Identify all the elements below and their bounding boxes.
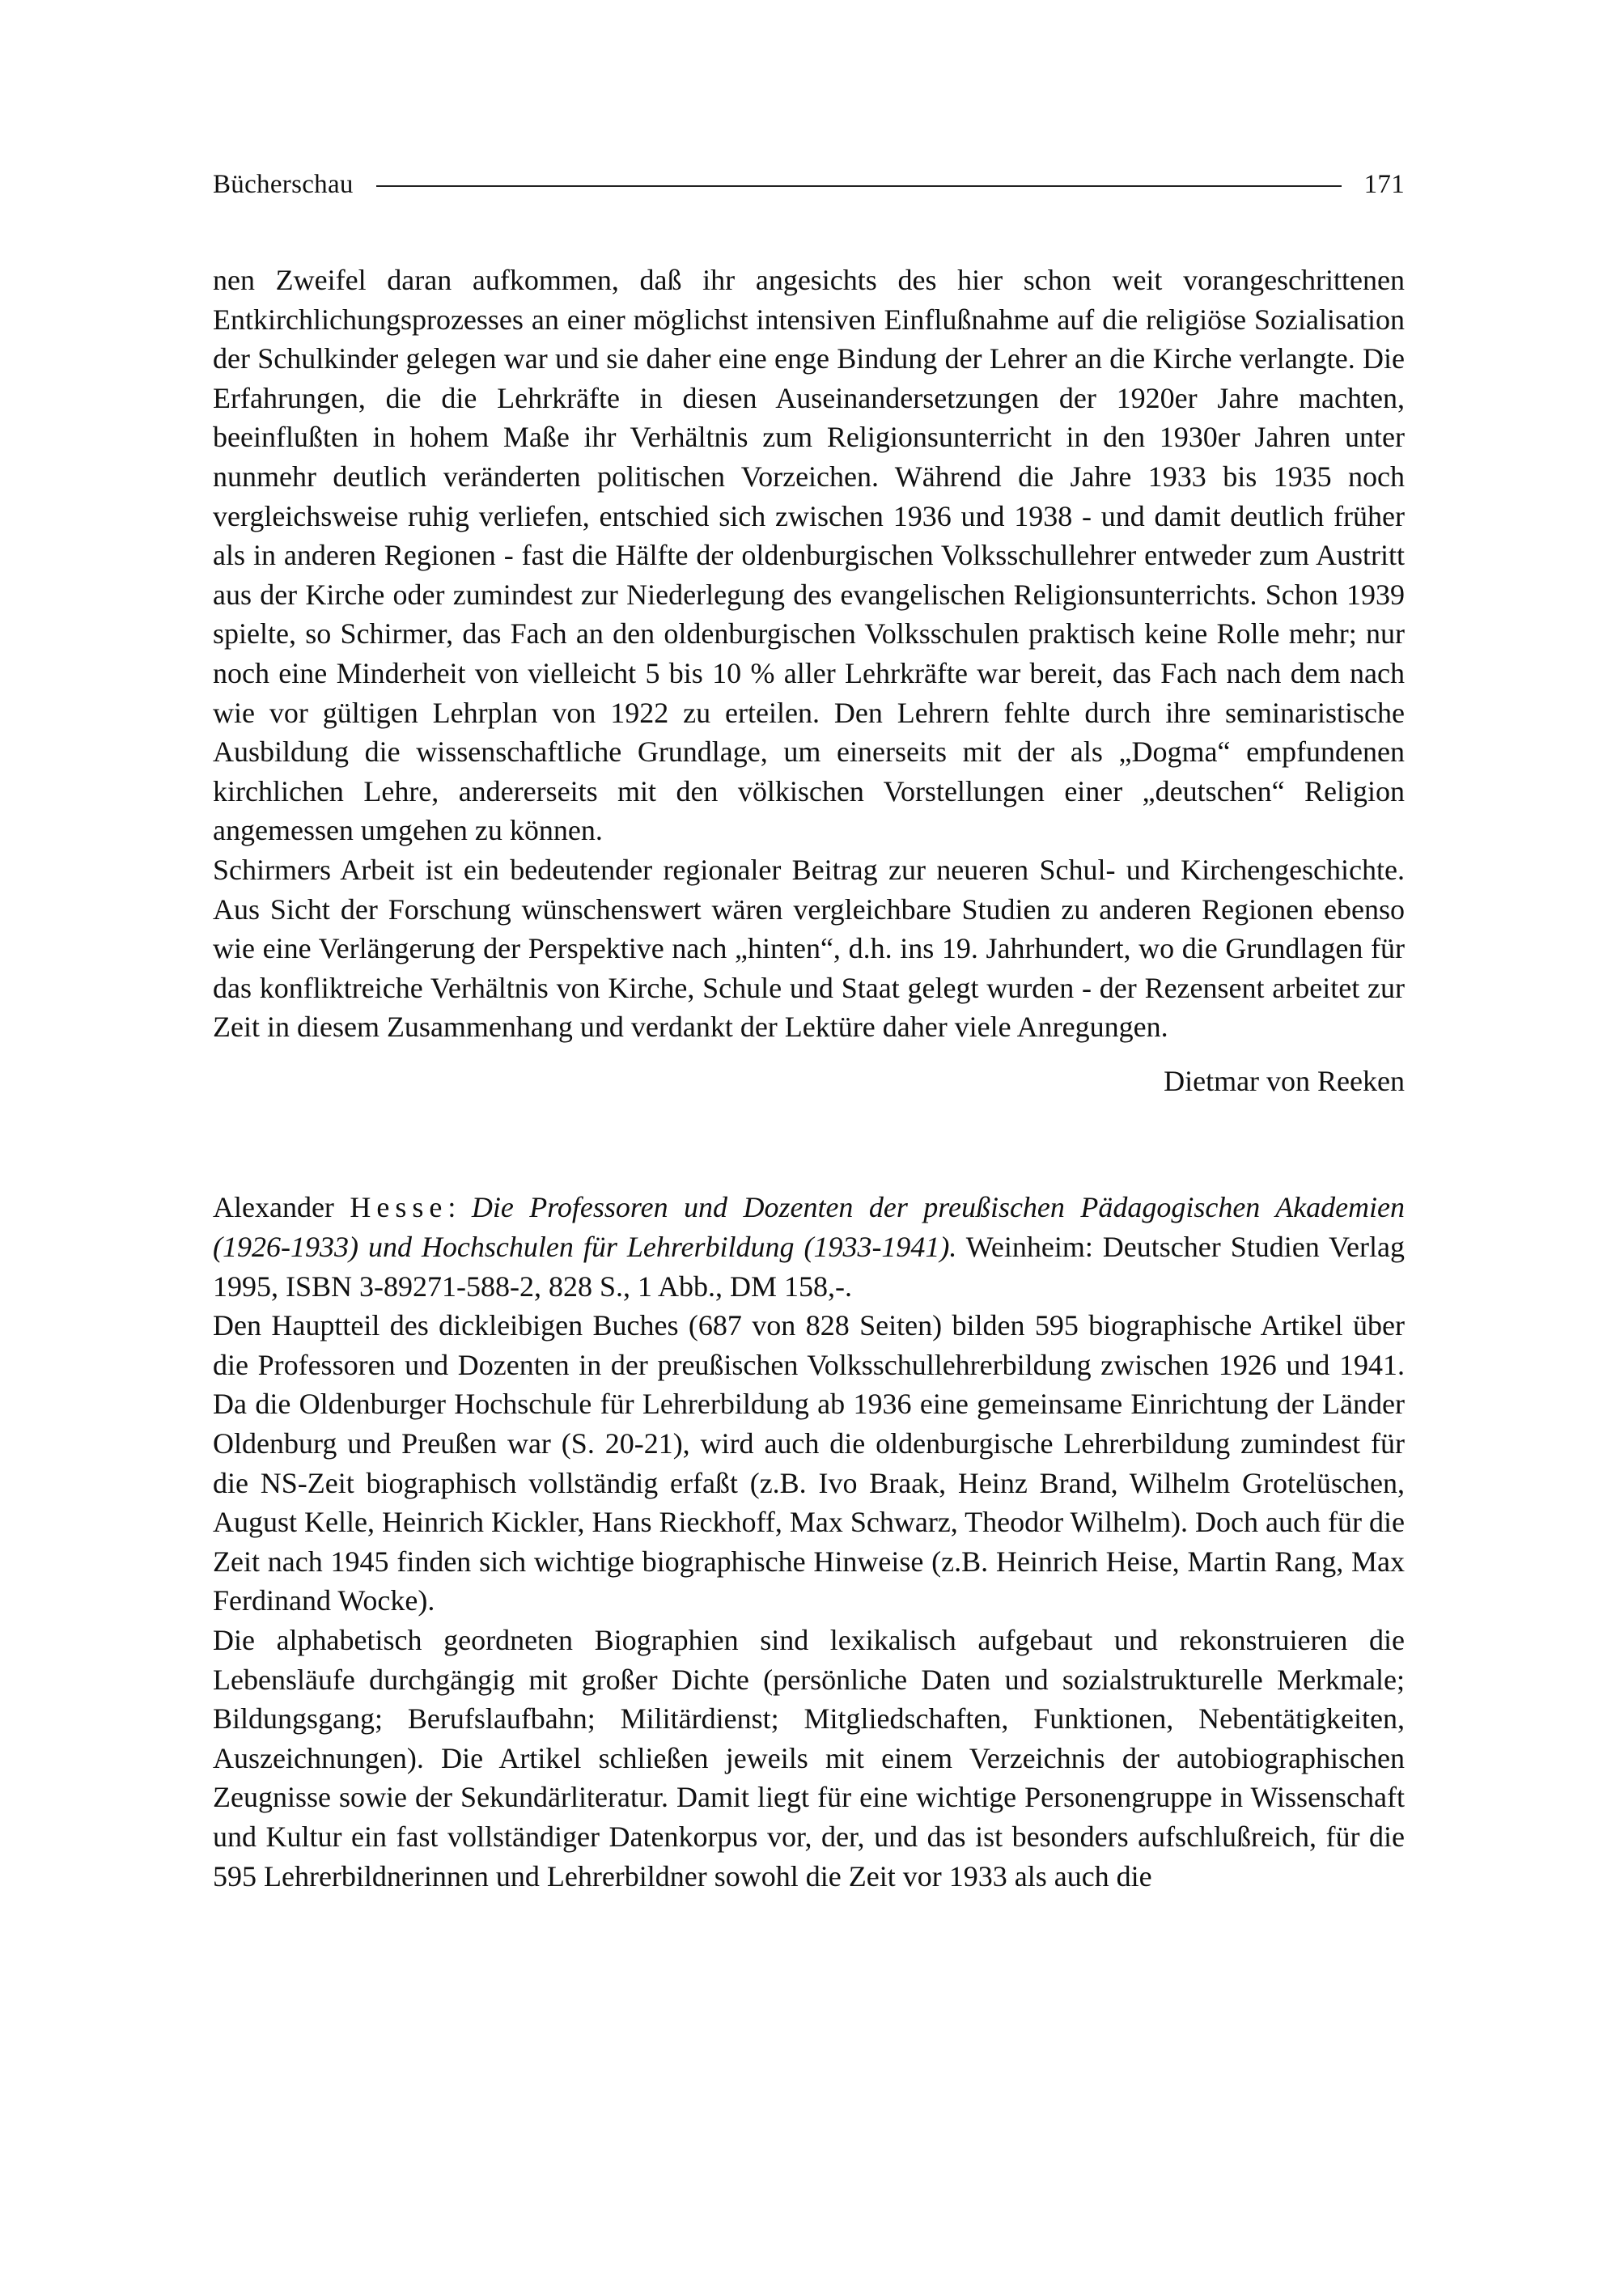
review2-paragraph-1: Den Hauptteil des dickleibigen Buches (687 von 828 Seiten) bilden 595 biographische Artikel über die Professoren und Dozenten in der preußischen Volksschullehrerbildung zwischen 1926 und 1941. Da die Oldenburger Hochschule für Lehrerbildung ab 1936 eine gemeinsame Einrichtung der Länder Oldenburg und Preußen war (S. 20-21), wird auch die oldenburgische Lehrerbildung zumindest für die NS-Zeit biographisch vollständig erfaßt (z.B. Ivo Braak, Heinz Brand, Wilhelm Grotelüschen, August Kelle, Heinrich Kickler, Hans Rieckhoff, Max Schwarz, Theodor Wilhelm). Doch auch für die Zeit nach 1945 finden sich wichtige biographische Hinweise (z.B. Heinrich Heise, Martin Rang, Max Ferdinand Wocke). <box>213 1309 1405 1617</box>
citation-colon: : <box>447 1191 456 1224</box>
book-publication-info: Weinheim: Deutscher Studien Verlag 1995, ISBN 3-89271-588-2, 828 S., 1 Abb., DM 158,-. <box>213 1231 1405 1303</box>
book-author-first-name: Alexander <box>213 1191 334 1224</box>
section-title: Bücherschau <box>213 170 354 199</box>
review2-citation <box>213 1188 1405 1306</box>
book-title: Die Professoren und Dozenten der preußischen Pädagogischen Akademien (1926-1933) und Hochschulen für Lehrerbildung (1933-1941). <box>213 1191 1406 1264</box>
book-author-last-name: Hesse <box>350 1191 448 1224</box>
review1-paragraph-1: nen Zweifel daran aufkommen, daß ihr angesichts des hier schon weit vorangeschrittenen Entkirchlichungsprozesses an einer möglichst intensiven Einflußnahme auf die religiöse Sozialisation der Schulkinder gelegen war und sie daher eine enge Bindung der Lehrer an die Kirche verlangte. Die Erfahrungen, die die Lehrkräfte in diesen Auseinandersetzungen der 1920er Jahre machten, beeinflußten in hohem Maße ihr Verhältnis zum Religionsunterricht in den 1930er Jahren unter nunmehr deutlich veränderten politischen Vorzeichen. Während die Jahre 1933 bis 1935 noch vergleichsweise ruhig verliefen, entschied sich zwischen 1936 und 1938 - und damit deutlich früher als in anderen Regionen - fast die Hälfte der oldenburgischen Volksschullehrer entweder zum Austritt aus der Kirche oder zumindest zur Niederlegung des evangelischen Religionsunterrichts. Schon 1939 spielte, so Schirmer, das Fach an den oldenburgischen Volksschulen praktisch keine Rolle mehr; nur noch eine Minderheit von vielleicht 5 bis 10 % aller Lehrkräfte war bereit, das Fach nach dem nach wie vor gültigen Lehrplan von 1922 zu erteilen. Den Lehrern fehlte durch ihre seminaristische Ausbildung die wissenschaftliche Grundlage, um einerseits mit der als „Dogma“ empfundenen kirchlichen Lehre, andererseits mit den völkischen Vorstellungen einer „deutschen“ Religion angemessen umgehen zu können. <box>213 264 1405 847</box>
page-body <box>213 261 1405 1896</box>
header-rule <box>376 185 1342 187</box>
reviewer-signature: Dietmar von Reeken <box>1164 1064 1405 1097</box>
page-number: 171 <box>1363 170 1405 199</box>
review2-paragraph-2: Die alphabetisch geordneten Biographien sind lexikalisch aufgebaut und rekonstruieren die Lebensläufe durchgängig mit großer Dichte (persönliche Daten und sozialstrukturelle Merkmale; Bildungsgang; Berufslaufbahn; Militärdienst; Mitgliedschaften, Funktionen, Nebentätigkeiten, Auszeichnungen). Die Artikel schließen jeweils mit einem Verzeichnis der autobiographischen Zeugnisse sowie der Sekundärliteratur. Damit liegt für eine wichtige Personengruppe in Wissenschaft und Kultur ein fast vollständiger Datenkorpus vor, der, und das ist besonders aufschlußreich, für die 595 Lehrerbildnerinnen und Lehrerbildner sowohl die Zeit vor 1933 als auch die <box>213 1624 1405 1892</box>
running-head <box>213 168 1405 201</box>
review1-paragraph-2: Schirmers Arbeit ist ein bedeutender regionaler Beitrag zur neueren Schul- und Kirchengeschichte. Aus Sicht der Forschung wünschenswert wären vergleichbare Studien zu anderen Regionen ebenso wie eine Verlängerung der Perspektive nach „hinten“, d.h. ins 19. Jahrhundert, wo die Grundlagen für das konfliktreiche Verhältnis von Kirche, Schule und Staat gelegt wurden - der Rezensent arbeitet zur Zeit in diesem Zusammenhang und verdankt der Lektüre daher viele Anregungen. <box>213 853 1405 1044</box>
